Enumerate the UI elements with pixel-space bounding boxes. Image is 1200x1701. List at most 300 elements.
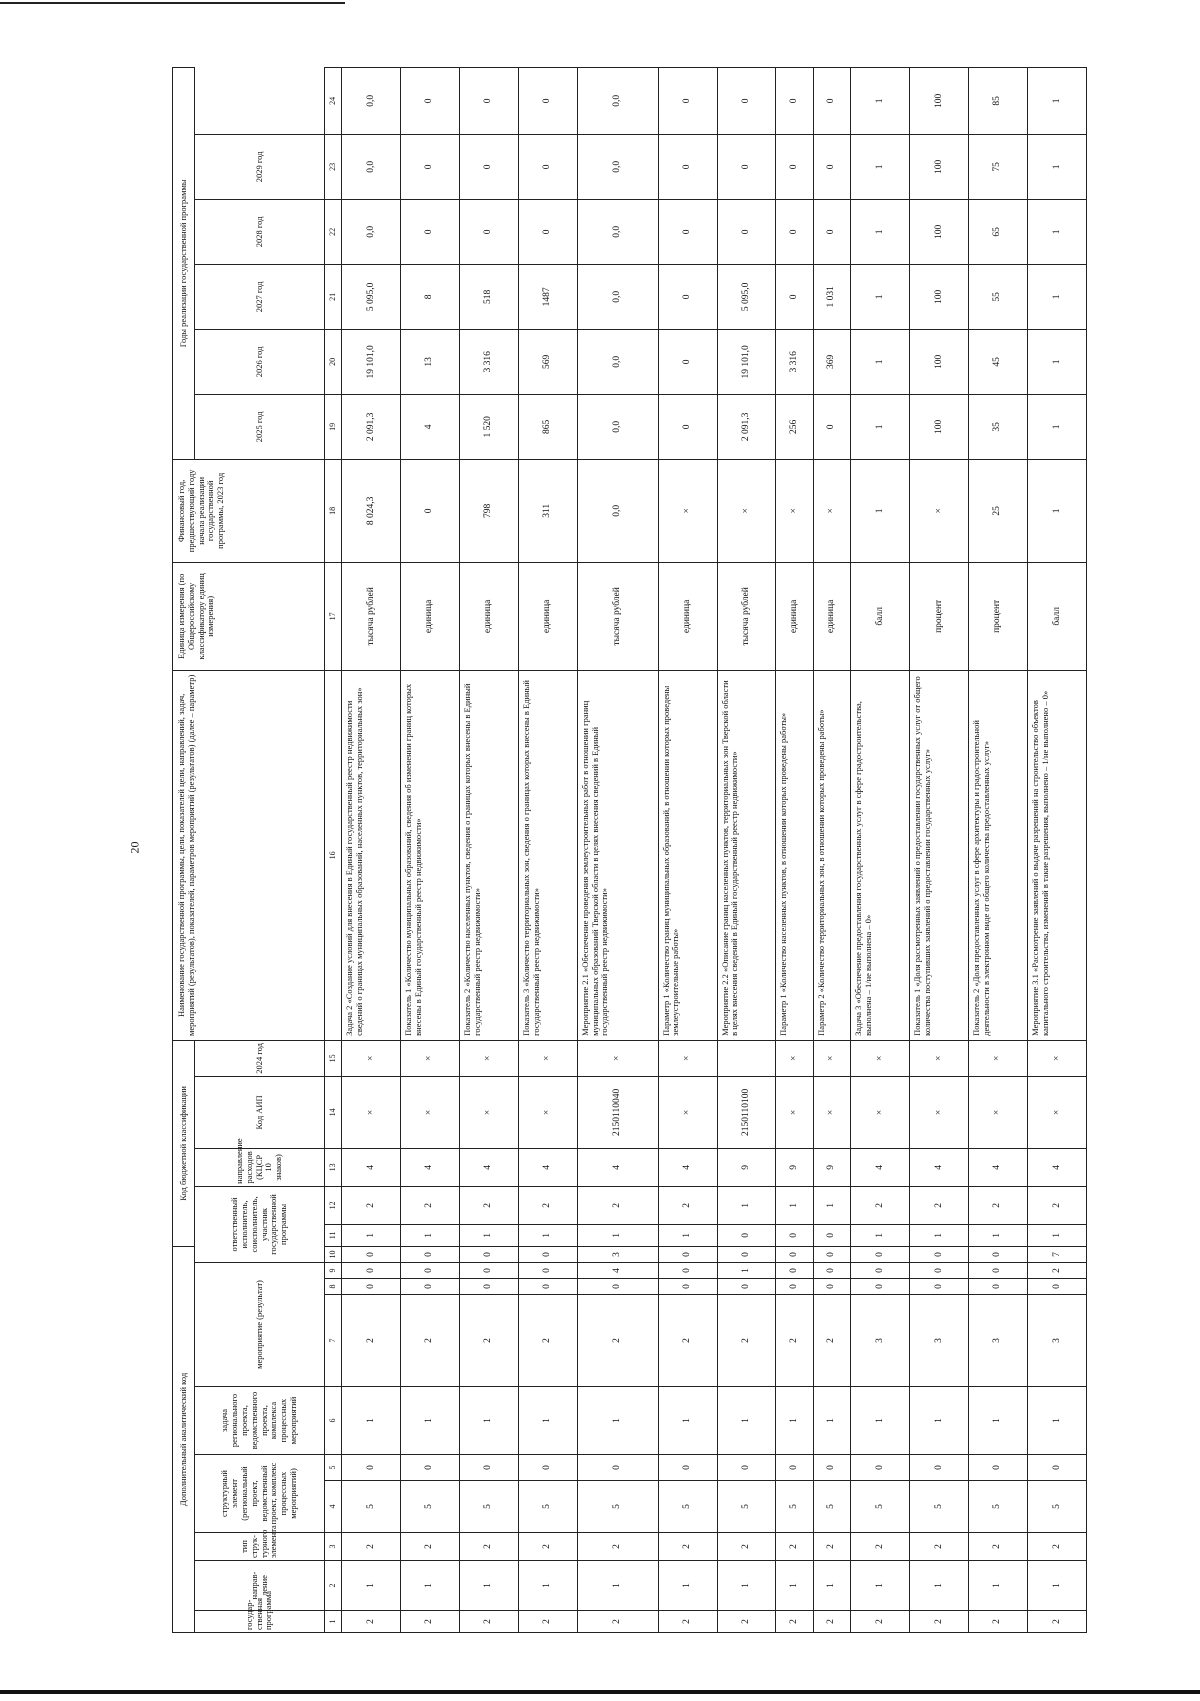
code-cell: ×: [658, 1040, 717, 1076]
code-cell: ×: [813, 1040, 850, 1076]
year-value-cell: 0: [400, 199, 459, 264]
code-cell: 1: [717, 1263, 776, 1279]
code-cell: 0: [342, 1455, 401, 1481]
struct-element-header: структурный элемент (региональный проект, ведомственный проект, комплекс процессных мероприятий): [195, 1455, 325, 1533]
base-year-cell: ×: [717, 459, 776, 562]
code-cell: 1: [813, 1561, 850, 1611]
code-cell: 1: [776, 1186, 813, 1224]
code-cell: 2: [518, 1295, 577, 1387]
table-row: [776, 67, 813, 1632]
column-number: 12: [325, 1186, 342, 1224]
code-cell: 5: [400, 1481, 459, 1533]
direction-header: направ-ление: [195, 1561, 325, 1611]
page-number: 20: [127, 841, 142, 854]
year-value-cell: 1: [851, 264, 910, 329]
code-cell: 1: [459, 1224, 518, 1246]
code-cell: 4: [577, 1263, 658, 1279]
unit-cell: тысяча рублей: [717, 562, 776, 670]
code-cell: 1: [658, 1387, 717, 1455]
code-cell: 4: [400, 1148, 459, 1186]
executor-header: ответственный исполнитель, соисполнитель, участник государственной программы: [195, 1186, 325, 1262]
year-value-cell: 256: [776, 394, 813, 459]
table-row: [813, 67, 850, 1632]
code-cell: 0: [968, 1455, 1027, 1481]
year-value-cell: 100: [909, 329, 968, 394]
code-cell: ×: [400, 1040, 459, 1076]
year-value-cell: 1: [1027, 67, 1086, 134]
code-cell: 0: [400, 1279, 459, 1295]
code-cell: 5: [577, 1481, 658, 1533]
code-cell: 1: [658, 1561, 717, 1611]
column-number: 7: [325, 1295, 342, 1387]
unit-cell: единица: [813, 562, 850, 670]
code-cell: 0: [813, 1263, 850, 1279]
base-year-cell: ×: [909, 459, 968, 562]
year-value-cell: 8: [400, 264, 459, 329]
row-name: Параметр 1 «Количество населенных пунктов, в отношении которых проведены работы»: [776, 670, 813, 1040]
column-number: 9: [325, 1263, 342, 1279]
code-cell: 4: [851, 1148, 910, 1186]
code-cell: 2: [518, 1186, 577, 1224]
unit-cell: тысяча рублей: [577, 562, 658, 670]
top-rule: [0, 2, 345, 4]
code-cell: 0: [658, 1246, 717, 1262]
code-cell: ×: [400, 1076, 459, 1148]
code-cell: 1: [909, 1224, 968, 1246]
row-name: Задача 3 «Обеспечение предоставления государственных услуг в сфере градостроительства, выполнена – 1/не выполнена – 0»: [851, 670, 910, 1040]
code-cell: 2150110100: [717, 1076, 776, 1148]
year-value-cell: 0,0: [577, 329, 658, 394]
unit-cell: процент: [968, 562, 1027, 670]
year-value-cell: 100: [909, 394, 968, 459]
code-cell: 0: [518, 1455, 577, 1481]
year-value-cell: 1: [1027, 199, 1086, 264]
row-name: Показатель 2 «Доля предоставленных услуг в сфере архитектуры и градостроительной деятельности в электронном виде от общего количества предоставленных услуг»: [968, 670, 1027, 1040]
column-number: 13: [325, 1148, 342, 1186]
code-cell: 0: [851, 1279, 910, 1295]
code-cell: 2: [459, 1611, 518, 1633]
code-cell: 2150110040: [577, 1076, 658, 1148]
base-year-cell: 1: [851, 459, 910, 562]
column-number: 11: [325, 1224, 342, 1246]
code-cell: 0: [518, 1279, 577, 1295]
row-name: Показатель 1 «Количество муниципальных образований, сведения об изменении границ которых внесены в Единый государственный реестр недвижимости»: [400, 670, 459, 1040]
code-cell: 2: [577, 1533, 658, 1561]
code-cell: 0: [851, 1455, 910, 1481]
code-cell: 5: [851, 1481, 910, 1533]
table-row: [909, 67, 968, 1632]
base-year-cell: 311: [518, 459, 577, 562]
code-cell: 1: [459, 1561, 518, 1611]
year-value-cell: 19 101,0: [717, 329, 776, 394]
code-cell: 2: [1027, 1533, 1086, 1561]
code-cell: 1: [776, 1561, 813, 1611]
code-cell: ×: [459, 1076, 518, 1148]
code-cell: 0: [1027, 1455, 1086, 1481]
row-name: Мероприятие 2.1 «Обеспечение проведения землеустроительных работ в отношении границ муниципальных образований Тверской области в целях внесения сведений в Единый государственный реестр недвижимости»: [577, 670, 658, 1040]
code-cell: 0: [717, 1246, 776, 1262]
code-cell: ×: [658, 1076, 717, 1148]
column-number: 6: [325, 1387, 342, 1455]
code-cell: 2: [658, 1186, 717, 1224]
code-cell: 0: [776, 1246, 813, 1262]
code-cell: 0: [342, 1279, 401, 1295]
year-header: 2027 год: [195, 264, 325, 329]
measure-header: мероприятие (результат): [195, 1263, 325, 1387]
code-cell: 1: [717, 1186, 776, 1224]
code-cell: 4: [658, 1148, 717, 1186]
code-cell: 1: [518, 1224, 577, 1246]
year-value-cell: 0: [400, 134, 459, 199]
code-cell: 1: [968, 1387, 1027, 1455]
code-cell: 0: [968, 1279, 1027, 1295]
code-cell: 2: [813, 1533, 850, 1561]
code-cell: 2: [909, 1186, 968, 1224]
code-cell: 9: [813, 1148, 850, 1186]
code-cell: 2: [909, 1611, 968, 1633]
code-cell: ×: [968, 1076, 1027, 1148]
year-header: 2029 год: [195, 134, 325, 199]
code-cell: 0: [577, 1455, 658, 1481]
code-cell: 5: [776, 1481, 813, 1533]
row-name: Показатель 2 «Количество населенных пунктов, сведения о границах которых внесены в Единый государственный реестр недвижимости»: [459, 670, 518, 1040]
code-cell: 7: [1027, 1246, 1086, 1262]
code-cell: 5: [342, 1481, 401, 1533]
year-header: 2026 год: [195, 329, 325, 394]
year-value-cell: 35: [968, 394, 1027, 459]
code-cell: ×: [459, 1040, 518, 1076]
code-cell: 2: [342, 1295, 401, 1387]
code-cell: 2: [717, 1533, 776, 1561]
code-cell: 0: [968, 1263, 1027, 1279]
code-cell: 2: [968, 1186, 1027, 1224]
code-cell: 0: [400, 1246, 459, 1262]
code-cell: 1: [577, 1224, 658, 1246]
code-cell: 2: [813, 1295, 850, 1387]
bottom-rule: [0, 1690, 1200, 1694]
table-row: [459, 67, 518, 1632]
rotated-page: [172, 88, 1087, 1633]
code-cell: 1: [851, 1387, 910, 1455]
code-cell: 5: [813, 1481, 850, 1533]
code-cell: 2: [658, 1611, 717, 1633]
code-cell: 1: [813, 1387, 850, 1455]
code-cell: 1: [717, 1561, 776, 1611]
base-year-header: Финансовый год, предшествующий году начала реализации государственной программы, 2023 год: [173, 459, 325, 562]
year-value-cell: 100: [909, 134, 968, 199]
year-value-cell: 1: [851, 394, 910, 459]
base-year-cell: ×: [776, 459, 813, 562]
code-cell: 2: [342, 1611, 401, 1633]
code-cell: 2: [1027, 1611, 1086, 1633]
year-value-cell: 569: [518, 329, 577, 394]
column-number: 2: [325, 1561, 342, 1611]
code-cell: 9: [717, 1148, 776, 1186]
code-cell: 2: [658, 1533, 717, 1561]
code-cell: 2: [342, 1186, 401, 1224]
code-cell: 0: [518, 1246, 577, 1262]
code-cell: 5: [658, 1481, 717, 1533]
code-cell: ×: [342, 1076, 401, 1148]
code-cell: 1: [577, 1387, 658, 1455]
code-cell: 2: [518, 1533, 577, 1561]
code-cell: 0: [813, 1455, 850, 1481]
year-value-cell: 0: [717, 134, 776, 199]
column-number: 19: [325, 394, 342, 459]
code-cell: 4: [968, 1148, 1027, 1186]
unit-cell: тысяча рублей: [342, 562, 401, 670]
code-cell: 0: [658, 1279, 717, 1295]
year-value-cell: 100: [909, 199, 968, 264]
column-number: 16: [325, 670, 342, 1040]
code-cell: 0: [658, 1455, 717, 1481]
budget-table: [172, 67, 1087, 1633]
code-cell: 0: [717, 1224, 776, 1246]
base-year-cell: 0,0: [577, 459, 658, 562]
code-cell: 0: [459, 1455, 518, 1481]
year-value-cell: 2 091,3: [717, 394, 776, 459]
year-value-cell: 0,0: [577, 264, 658, 329]
year-header: 2025 год: [195, 394, 325, 459]
code-cell: 2: [717, 1611, 776, 1633]
code-cell: ×: [851, 1076, 910, 1148]
code-cell: 1: [658, 1224, 717, 1246]
code-cell: ×: [518, 1076, 577, 1148]
year-value-cell: 5 095,0: [342, 264, 401, 329]
aip-code-header: Код АИП: [195, 1076, 325, 1148]
base-year-cell: 25: [968, 459, 1027, 562]
year-value-cell: 0: [518, 134, 577, 199]
code-cell: 1: [342, 1561, 401, 1611]
year-value-cell: 0,0: [577, 67, 658, 134]
year-value-cell: 1: [1027, 264, 1086, 329]
code-cell: 2: [577, 1186, 658, 1224]
year-value-cell: 3 316: [459, 329, 518, 394]
code-cell: 0: [909, 1455, 968, 1481]
year-value-cell: 5 095,0: [717, 264, 776, 329]
year-value-cell: 0: [459, 67, 518, 134]
column-number: 22: [325, 199, 342, 264]
code-cell: 2: [577, 1611, 658, 1633]
code-cell: ×: [909, 1076, 968, 1148]
row-name: Параметр 2 «Количество территориальных зон, в отношении которых проведены работы»: [813, 670, 850, 1040]
code-cell: 1: [518, 1387, 577, 1455]
table-row: [968, 67, 1027, 1632]
year-value-cell: 0: [518, 199, 577, 264]
code-cell: ×: [518, 1040, 577, 1076]
column-number: 24: [325, 67, 342, 134]
code-cell: 0: [400, 1263, 459, 1279]
code-cell: 5: [909, 1481, 968, 1533]
code-cell: 4: [459, 1148, 518, 1186]
unit-cell: балл: [851, 562, 910, 670]
row-name: Мероприятие 2.2 «Описание границ населенных пунктов, территориальных зон Тверской области в целях внесения сведений в Единый государственный реестр недвижимости»: [717, 670, 776, 1040]
code-cell: 2: [776, 1611, 813, 1633]
code-cell: 0: [577, 1279, 658, 1295]
table-row: [717, 67, 776, 1632]
year-value-cell: 2 091,3: [342, 394, 401, 459]
year-value-cell: 0: [459, 134, 518, 199]
code-cell: 2: [400, 1611, 459, 1633]
year-value-cell: 518: [459, 264, 518, 329]
year-value-cell: 0: [813, 199, 850, 264]
code-cell: ×: [776, 1040, 813, 1076]
code-cell: 3: [577, 1246, 658, 1262]
year-value-cell: 1: [1027, 394, 1086, 459]
code-cell: 0: [459, 1263, 518, 1279]
code-cell: 1: [518, 1561, 577, 1611]
code-cell: 2: [1027, 1186, 1086, 1224]
table-row: [658, 67, 717, 1632]
base-year-cell: 798: [459, 459, 518, 562]
code-cell: 1: [968, 1224, 1027, 1246]
year-value-cell: 1: [1027, 329, 1086, 394]
column-number-row: [325, 67, 342, 1632]
year-value-cell: 3 316: [776, 329, 813, 394]
year-value-cell: 1487: [518, 264, 577, 329]
year-value-cell: 0: [813, 67, 850, 134]
base-year-cell: ×: [658, 459, 717, 562]
code-cell: 1: [717, 1387, 776, 1455]
code-cell: 0: [459, 1246, 518, 1262]
code-cell: 1: [968, 1561, 1027, 1611]
code-cell: 2: [909, 1533, 968, 1561]
column-number: 3: [325, 1533, 342, 1561]
year-value-cell: 0,0: [342, 67, 401, 134]
code-cell: 2: [400, 1186, 459, 1224]
year-value-cell: 0: [717, 67, 776, 134]
base-year-cell: 0: [400, 459, 459, 562]
year-value-cell: 0: [658, 67, 717, 134]
column-number: 8: [325, 1279, 342, 1295]
code-cell: 0: [717, 1279, 776, 1295]
code-cell: 1: [1027, 1561, 1086, 1611]
code-cell: 0: [776, 1224, 813, 1246]
code-cell: 5: [1027, 1481, 1086, 1533]
code-cell: 0: [342, 1246, 401, 1262]
year-value-cell: 865: [518, 394, 577, 459]
year-value-cell: 65: [968, 199, 1027, 264]
code-cell: 2: [968, 1533, 1027, 1561]
base-year-cell: 8 024,3: [342, 459, 401, 562]
year-value-cell: 1: [851, 199, 910, 264]
year-value-cell: 0,0: [577, 134, 658, 199]
code-cell: ×: [342, 1040, 401, 1076]
table-row: [851, 67, 910, 1632]
base-year-cell: 1: [1027, 459, 1086, 562]
code-cell: 2: [776, 1533, 813, 1561]
code-cell: 0: [968, 1246, 1027, 1262]
name-header: Наименование государственной программы, цели, показателей цели, направлений, задач, мероприятий (результатов), показателей, параметров мероприятий (результатов) (далее – параметр): [173, 670, 325, 1040]
column-number: 5: [325, 1455, 342, 1481]
code-cell: 0: [776, 1455, 813, 1481]
code-cell: 2: [400, 1295, 459, 1387]
code-cell: 0: [717, 1455, 776, 1481]
unit-cell: единица: [400, 562, 459, 670]
code-cell: 1: [342, 1224, 401, 1246]
row-name: Задача 2 «Создание условий для внесения в Единый государственный реестр недвижимости сведений о границах муниципальных образований, населенных пунктов, территориальных зон»: [342, 670, 401, 1040]
code-cell: 3: [968, 1295, 1027, 1387]
year-value-cell: 0: [813, 134, 850, 199]
column-number: 17: [325, 562, 342, 670]
year-header: 2024 год: [195, 1040, 325, 1076]
code-cell: 1: [1027, 1387, 1086, 1455]
code-cell: 0: [776, 1263, 813, 1279]
code-cell: 1: [459, 1387, 518, 1455]
expense-direction-header: направление расходов (КЦСР 10 знаков): [195, 1148, 325, 1186]
code-cell: 0: [776, 1279, 813, 1295]
table-row: [1027, 67, 1086, 1632]
year-value-cell: 1: [851, 134, 910, 199]
year-value-cell: 13: [400, 329, 459, 394]
year-value-cell: 85: [968, 67, 1027, 134]
year-value-cell: 1 031: [813, 264, 850, 329]
column-number: 10: [325, 1246, 342, 1262]
code-cell: 2: [459, 1295, 518, 1387]
unit-cell: балл: [1027, 562, 1086, 670]
code-cell: ×: [851, 1040, 910, 1076]
year-value-cell: 100: [909, 67, 968, 134]
column-number: 1: [325, 1611, 342, 1633]
unit-cell: единица: [776, 562, 813, 670]
unit-cell: единица: [518, 562, 577, 670]
year-value-cell: 1: [851, 67, 910, 134]
table-row: [577, 67, 658, 1632]
column-number: 21: [325, 264, 342, 329]
year-value-cell: 0: [658, 264, 717, 329]
year-value-cell: 100: [909, 264, 968, 329]
table-row: [518, 67, 577, 1632]
code-cell: 2: [400, 1533, 459, 1561]
code-cell: 0: [342, 1263, 401, 1279]
code-cell: 0: [909, 1246, 968, 1262]
year-value-cell: 1: [851, 329, 910, 394]
code-cell: 5: [968, 1481, 1027, 1533]
year-value-cell: 0,0: [577, 199, 658, 264]
code-cell: ×: [968, 1040, 1027, 1076]
code-cell: 4: [909, 1148, 968, 1186]
code-cell: 0: [400, 1455, 459, 1481]
code-cell: [717, 1040, 776, 1076]
table-row: [342, 67, 401, 1632]
year-value-cell: 0,0: [577, 394, 658, 459]
column-number: 23: [325, 134, 342, 199]
code-cell: 5: [518, 1481, 577, 1533]
year-value-cell: 0: [459, 199, 518, 264]
year-value-cell: 1: [1027, 134, 1086, 199]
code-cell: 2: [577, 1295, 658, 1387]
code-cell: 0: [813, 1246, 850, 1262]
code-cell: 1: [400, 1561, 459, 1611]
unit-cell: процент: [909, 562, 968, 670]
budget-code-header: Код бюджетной классификации: [173, 1040, 195, 1246]
code-cell: 0: [909, 1279, 968, 1295]
column-number: 14: [325, 1076, 342, 1148]
code-cell: ×: [909, 1040, 968, 1076]
gov-program-header: государ-ственная программа: [195, 1611, 325, 1633]
unit-cell: единица: [658, 562, 717, 670]
code-cell: ×: [1027, 1040, 1086, 1076]
year-value-cell: 0: [776, 264, 813, 329]
row-name: Показатель 1 «Доля рассмотренных заявлений о предоставлении государственных услуг от общего количества поступивших заявлений о предоставлении государственных услуг»: [909, 670, 968, 1040]
column-number: 4: [325, 1481, 342, 1533]
code-cell: 1: [851, 1224, 910, 1246]
year-value-cell: 0: [658, 199, 717, 264]
row-name: Показатель 3 «Количество территориальных зон, сведения о границах которых внесены в Единый государственный реестр недвижимости»: [518, 670, 577, 1040]
year-value-cell: 75: [968, 134, 1027, 199]
year-value-cell: 0: [658, 134, 717, 199]
code-cell: 5: [459, 1481, 518, 1533]
